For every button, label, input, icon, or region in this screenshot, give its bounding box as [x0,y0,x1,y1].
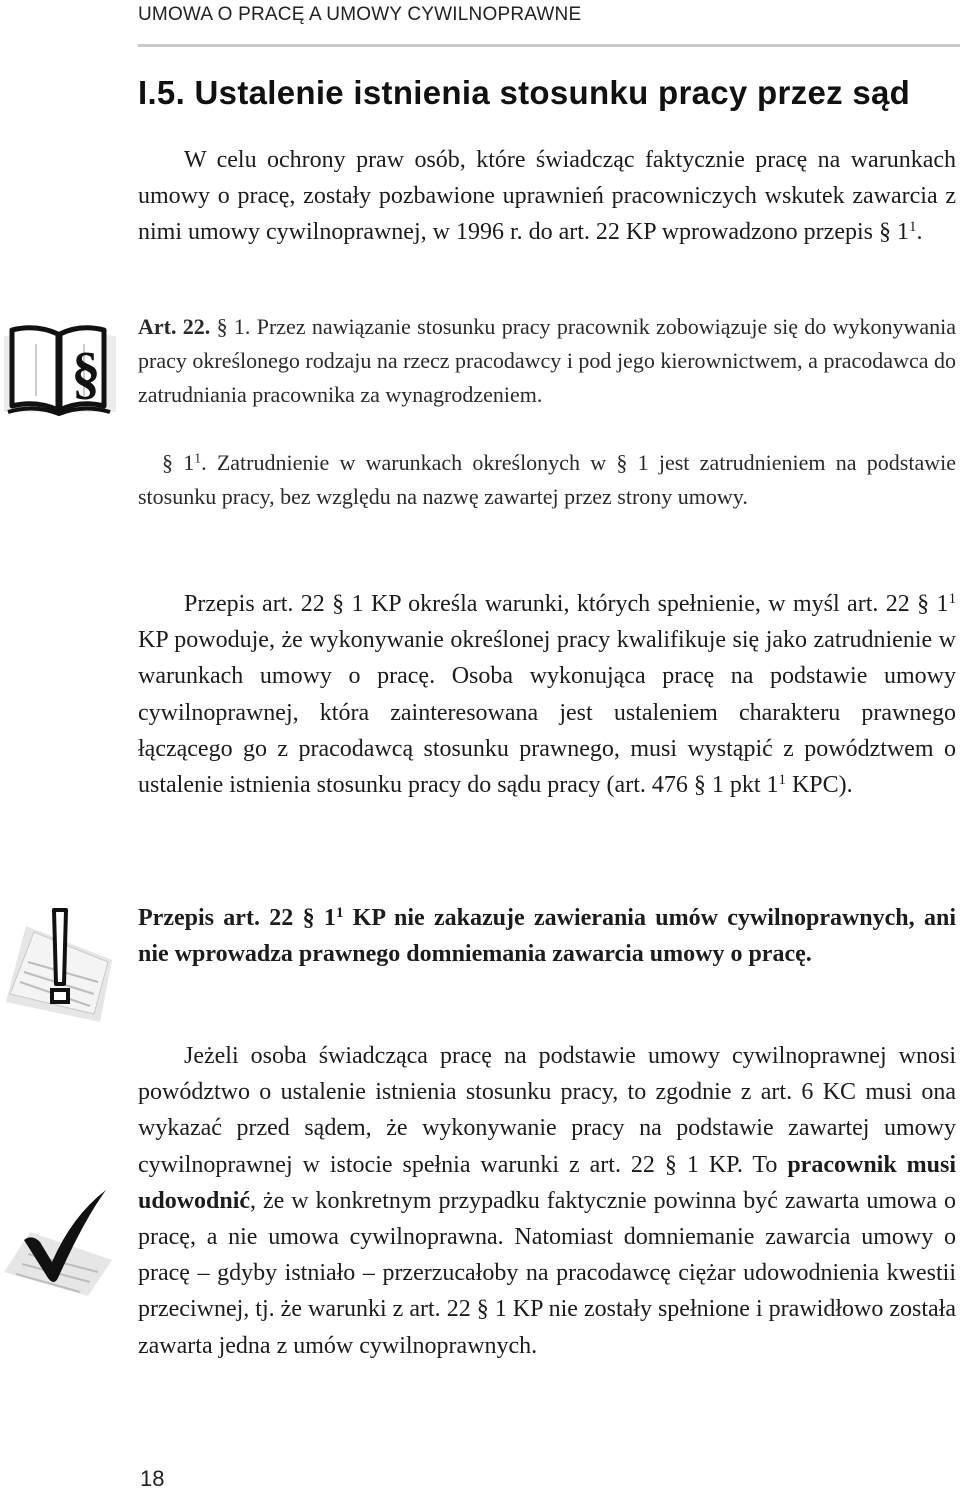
warning-text-1: Przepis art. 22 § 1 [138,905,336,931]
exclamation-note-icon [0,902,118,1024]
warning-sup: 1 [335,904,344,921]
analysis-sup-2: 1 [778,771,786,788]
section-heading [138,74,910,112]
burden-paragraph [138,1038,956,1364]
statute-paragraph-1 [138,310,956,412]
intro-text: W celu ochrony praw osób, które świadcząc faktycznie pracę na warunkach umowy o pracę, zostały pozbawione uprawnień pracowniczych wskutek zawarcia z nimi umowy cywilnoprawnej, w 1996 r. do art. 22 KP wprowadzono przepis § 1 [138,147,956,246]
intro-tail: . [916,219,923,246]
warning-text-2: KP nie zakazuje zawierania umów cywilnoprawnych, ani nie wprowadza prawnego domniemania zawarcia umowy o pracę. [138,905,956,968]
analysis-paragraph [138,586,956,803]
law-book-paragraph-icon [0,308,118,420]
art-label: Art. 22. [138,314,211,339]
para2-label: § 1 [162,450,195,475]
section-number: I.5. [138,74,186,111]
para2-text: . Zatrudnienie w warunkach określonych w § 1 jest zatrudnieniem na podstawie stosunku pracy, bez względu na nazwę zawartej przez strony umowy. [138,450,957,509]
para1-label: § 1. [216,314,251,339]
warning-paragraph [138,900,956,972]
burden-text-2: , że w konkretnym przypadku faktycznie powinna być zawarta umowa o pracę, a nie umowa cywilnoprawna. Natomiast domniemanie zawarcia umowy o pracę – gdyby istniało – przerzucałoby na pracodawcę ciężar udowodnienia kwestii przeciwnej, tj. że warunki z art. 22 § 1 KP nie zostały spełnione i prawidłowo została zawarta jedna z umów cywilnoprawnych. [138,1187,956,1359]
analysis-sup-1: 1 [948,590,956,607]
svg-text:§: § [71,340,101,405]
header-rule [138,44,960,47]
section-title: Ustalenie istnienia stosunku pracy przez sąd [194,74,911,111]
page-number: 18 [140,1466,165,1491]
statute-paragraph-1-1 [138,446,956,514]
intro-paragraph [138,142,956,251]
burden-bold: pracownik musi udowodnić [138,1151,956,1214]
analysis-text-2: KP powoduje, że wykonywanie określonej pracy kwalifikuje się jako zatrudnienie w warunkach umowy o pracę. Osoba wykonująca pracę na podstawie umowy cywilnoprawnej, która zainteresowana jest ustaleniem charakteru prawnego łączącego go z pracodawcą stosunku prawnego, musi wystąpić z powództwem o ustalenie istnienia stosunku pracy do sądu pracy (art. 476 § 1 pkt 1 [138,627,956,799]
intro-sup: 1 [909,219,917,236]
burden-text-1: Jeżeli osoba świadcząca pracę na podstawie umowy cywilnoprawnej wnosi powództwo o ustalenie istnienia stosunku pracy, to zgodnie z art. 6 KC musi ona wykazać przed sądem, że wykonywanie pracy na podstawie zawartej umowy cywilnoprawnej w istocie spełnia warunki z art. 22 § 1 KP. To [138,1043,956,1178]
running-header: UMOWA O PRACĘ A UMOWY CYWILNOPRAWNE [138,4,582,25]
para1-text: Przez nawiązanie stosunku pracy pracownik zobowiązuje się do wykonywania pracy określonego rodzaju na rzecz pracodawcy i pod jego kierownictwem, a pracodawca do zatrudniania pracownika za wynagrodzeniem. [138,314,956,407]
analysis-text-1: Przepis art. 22 § 1 KP określa warunki, których spełnienie, w myśl art. 22 § 1 [184,591,949,617]
analysis-text-3: KPC). [785,772,853,799]
para2-sup: 1 [194,450,202,466]
checkmark-note-icon [0,1182,118,1296]
